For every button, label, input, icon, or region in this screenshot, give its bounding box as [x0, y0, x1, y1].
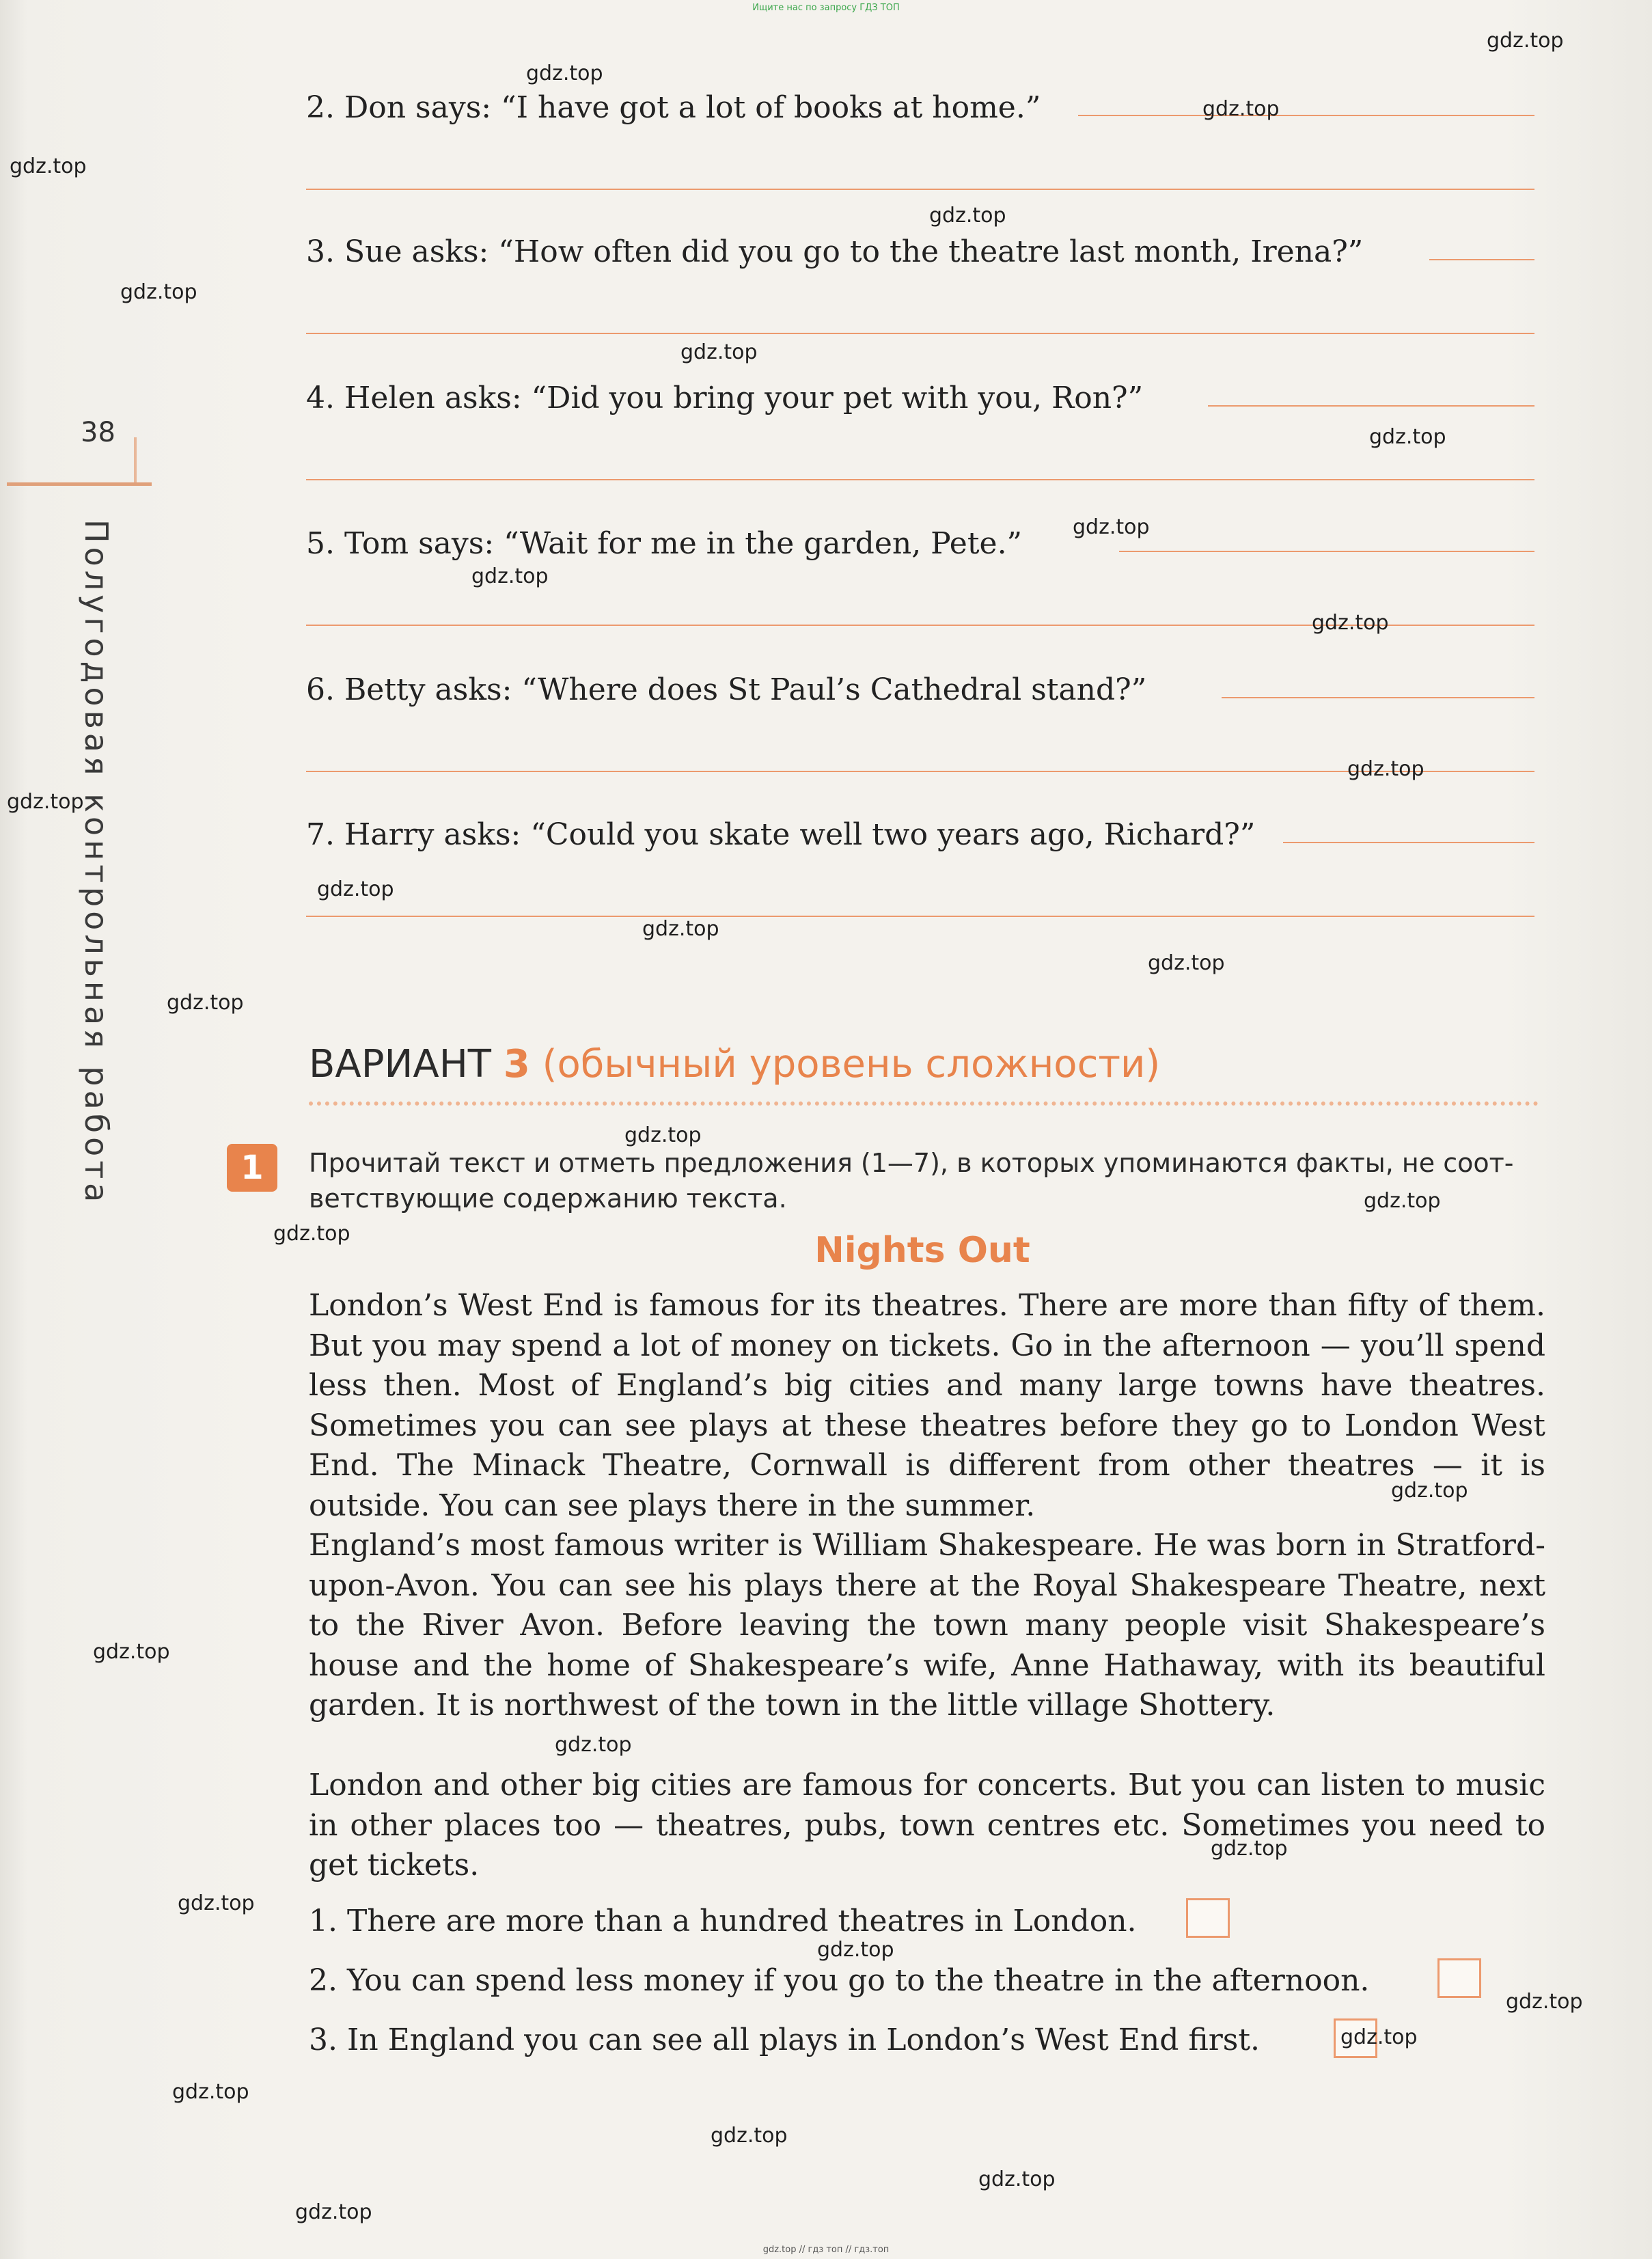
watermark: gdz.top: [167, 991, 244, 1015]
task-instruction: Прочитай текст и отметь предложения (1—7), в которых упоминаются факты, не соот-ветствующие содержанию текста.: [309, 1148, 1514, 1214]
answer-rule: [306, 479, 1534, 480]
watermark: gdz.top: [1340, 2025, 1418, 2049]
statement: 2. You can spend less money if you go to the theatre in the afternoon.: [309, 1963, 1370, 1998]
exercise-line: [306, 381, 1536, 456]
exercise-line: [306, 526, 1536, 601]
watermark: gdz.top: [1364, 1189, 1441, 1213]
watermark: gdz.top: [317, 877, 394, 901]
watermark: gdz.top: [978, 2167, 1056, 2191]
watermark: gdz.top: [642, 917, 719, 941]
exercise-line-text: 6. Betty asks: “Where does St Paul’s Cathedral stand?”: [306, 672, 1147, 707]
watermark: gdz.top: [471, 564, 549, 588]
text-paragraph: London’s West End is famous for its theatres. There are more than fifty of them. But you may spend a lot of money on tickets. Go in the afternoon — you’ll spend less then. Most of England’s big cities and many large towns have theatres. Sometimes you can see plays at these theatres before they go to London West End. The Minack Theatre, Cornwall is different from other theatres — it is outside. You can see plays there in the summer.: [309, 1288, 1545, 1523]
variant-level: (обычный уровень сложности): [542, 1042, 1161, 1086]
task-number-badge: 1: [227, 1144, 277, 1192]
answer-rule: [1078, 115, 1534, 116]
watermark: gdz.top: [929, 204, 1006, 228]
watermark: gdz.top: [1073, 515, 1150, 539]
side-rule: [7, 482, 152, 486]
watermark: gdz.top: [1211, 1837, 1288, 1861]
bottom-note: gdz.top // гдз топ // гдз.топ: [762, 2245, 890, 2255]
watermark: gdz.top: [1312, 611, 1389, 635]
watermark: gdz.top: [295, 2200, 372, 2224]
watermark: gdz.top: [10, 154, 87, 178]
watermark: gdz.top: [93, 1640, 170, 1664]
answer-rule: [1283, 842, 1534, 843]
page-number: 38: [81, 417, 115, 448]
variant-label: ВАРИАНТ: [309, 1042, 492, 1086]
answer-rule: [1119, 551, 1534, 552]
watermark: gdz.top: [178, 1891, 255, 1915]
answer-checkbox[interactable]: [1186, 1898, 1230, 1938]
watermark: gdz.top: [172, 2080, 249, 2104]
watermark: gdz.top: [680, 340, 758, 364]
text-title: Nights Out: [814, 1230, 1030, 1271]
watermark: gdz.top: [624, 1123, 702, 1147]
variant-heading: [309, 1042, 1160, 1086]
top-note: Ищите нас по запросу ГДЗ ТОП: [752, 3, 900, 13]
answer-checkbox[interactable]: [1437, 1958, 1481, 1998]
watermark: gdz.top: [555, 1733, 632, 1757]
exercise-line-text: 3. Sue asks: “How often did you go to the theatre last month, Irena?”: [306, 234, 1364, 269]
exercise-line: [306, 234, 1536, 310]
watermark: gdz.top: [1369, 425, 1446, 449]
answer-rule: [1208, 405, 1534, 407]
watermark: gdz.top: [817, 1938, 894, 1962]
exercise-line: [306, 672, 1536, 748]
answer-rule: [306, 333, 1534, 334]
watermark: gdz.top: [1148, 951, 1225, 975]
side-title: Полугодовая контрольная работа: [78, 519, 115, 1207]
statement: 3. In England you can see all plays in London’s West End first.: [309, 2023, 1261, 2057]
exercise-line-text: 4. Helen asks: “Did you bring your pet with you, Ron?”: [306, 381, 1144, 415]
answer-rule: [306, 189, 1534, 190]
watermark: gdz.top: [120, 280, 197, 304]
exercise-line: [306, 90, 1536, 165]
answer-rule: [306, 916, 1534, 917]
side-rule-vertical: [134, 437, 137, 484]
exercise-line-text: 2. Don says: “I have got a lot of books at home.”: [306, 90, 1041, 125]
text-paragraph: England’s most famous writer is William Shakespeare. He was born in Stratford-upon-Avon. You can see his plays there at the Royal Shakespeare Theatre, next to the River Avon. Before leaving the town many people visit Shakespeare’s house and the home of Shakespeare’s wife, Anne Hathaway, with its beautiful garden. It is northwest of the town in the little village Shottery.: [309, 1528, 1545, 1723]
exercise-line-text: 5. Tom says: “Wait for me in the garden, Pete.”: [306, 526, 1023, 561]
watermark: gdz.top: [1487, 29, 1564, 53]
answer-rule: [1222, 697, 1534, 698]
variant-number: 3: [503, 1042, 530, 1086]
watermark: gdz.top: [526, 61, 603, 85]
exercise-line-text: 7. Harry asks: “Could you skate well two years ago, Richard?”: [306, 817, 1256, 852]
text-paragraph: London and other big cities are famous for concerts. But you can listen to music in other places too — theatres, pubs, town centres etc. Sometimes you need to get tickets.: [309, 1768, 1545, 1882]
dotted-divider: [309, 1101, 1539, 1106]
watermark: gdz.top: [7, 790, 84, 814]
answer-rule: [1429, 259, 1534, 260]
watermark: gdz.top: [711, 2124, 788, 2148]
exercise-line: [306, 817, 1536, 892]
watermark: gdz.top: [1506, 1990, 1583, 2014]
watermark: gdz.top: [1202, 97, 1280, 121]
statement: 1. There are more than a hundred theatres in London.: [309, 1904, 1137, 1939]
watermark: gdz.top: [1347, 757, 1424, 781]
watermark: gdz.top: [1391, 1479, 1468, 1503]
watermark: gdz.top: [273, 1222, 350, 1246]
